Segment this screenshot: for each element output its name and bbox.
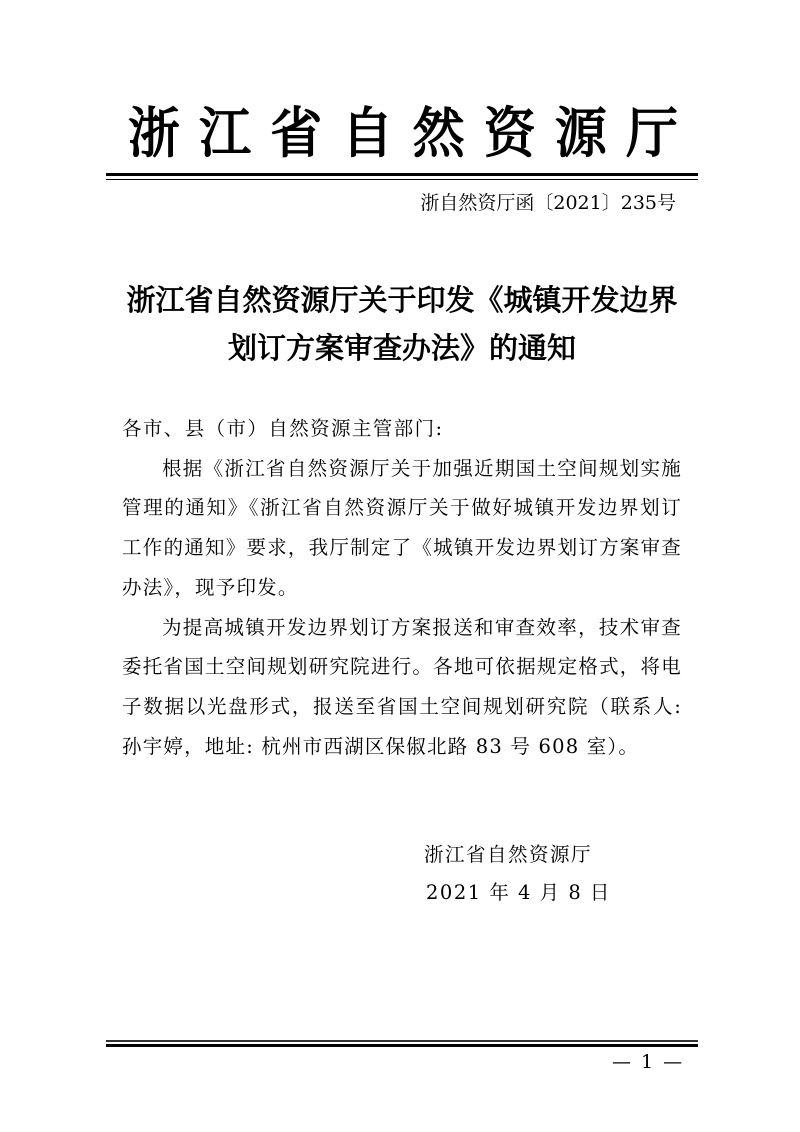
issuer-name: 浙江省自然资源厅 xyxy=(424,843,593,866)
header-rule-thin xyxy=(106,179,698,180)
document-title xyxy=(106,276,698,372)
document-number: 浙自然资厅函〔2021〕235号 xyxy=(420,192,676,214)
title-line-2: 划订方案审查办法》的通知 xyxy=(227,331,576,365)
org-name-char: 省 xyxy=(270,101,323,166)
org-name-char: 自 xyxy=(341,101,394,166)
org-name-char: 然 xyxy=(412,101,465,166)
document-body xyxy=(122,409,682,766)
org-name-char: 源 xyxy=(554,101,607,166)
body-paragraph: 根据《浙江省自然资源厅关于加强近期国土空间规划实施管理的通知》《浙江省自然资源厅关于做好城镇开发边界划订工作的通知》要求，我厅制定了《城镇开发边界划订方案审查办法》，现予印发。 xyxy=(122,456,682,599)
page-number: — 1 — xyxy=(612,1051,685,1073)
title-line-1: 浙江省自然资源厅关于印发《城镇开发边界 xyxy=(126,283,678,317)
body-paragraph: 为提高城镇开发边界划订方案报送和审查效率，技术审查委托省国土空间规划研究院进行。各地可依据规定格式，将电子数据以光盘形式，报送至省国土空间规划研究院（联系人: 孙宇婷，地址: 杭州市西湖区保俶北路 83 号 608 室）。 xyxy=(122,615,682,758)
org-name-char: 厅 xyxy=(625,101,678,166)
org-name-char: 浙 xyxy=(128,101,181,166)
issue-date: 2021 年 4 月 8 日 xyxy=(426,881,611,904)
org-header-title xyxy=(106,100,698,168)
footer-rule-thick xyxy=(106,1044,698,1047)
org-name-char: 资 xyxy=(483,101,536,166)
salutation: 各市、县（市）自然资源主管部门: xyxy=(122,417,444,440)
signature-block xyxy=(424,836,611,912)
org-name-char: 江 xyxy=(199,101,252,166)
footer-rule-thin xyxy=(106,1040,698,1042)
header-rule-thick xyxy=(106,173,698,176)
